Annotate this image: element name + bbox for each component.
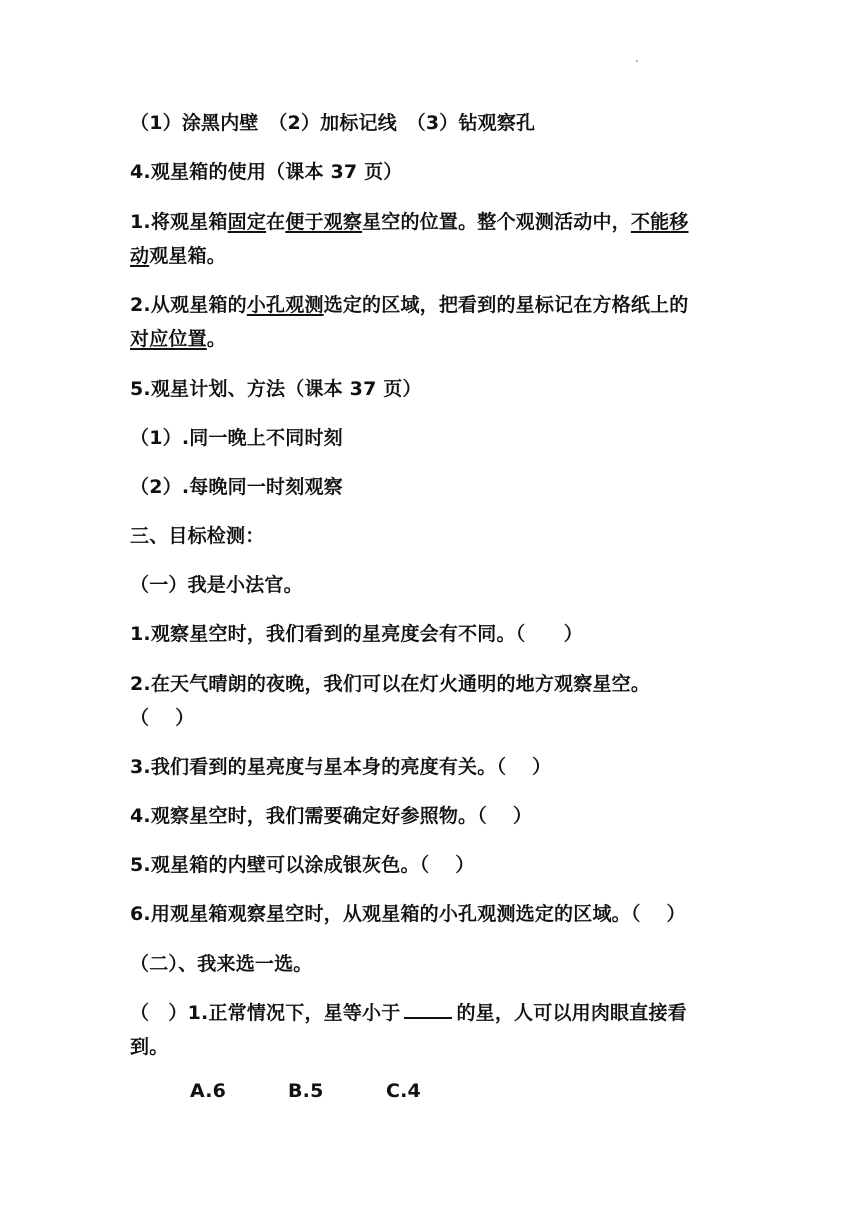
judge-question-4: 4.观察星空时，我们需要确定好参照物。（ ） (130, 805, 533, 827)
plan-1: （1）.同一晚上不同时刻 (130, 427, 343, 449)
speck (636, 60, 638, 62)
option-a: A.6 (190, 1080, 227, 1102)
judge-question-3: 3.我们看到的星亮度与星本身的亮度有关。（ ） (130, 756, 552, 778)
judge-heading: （一）我是小法官。 (130, 574, 303, 596)
option-b: B.5 (288, 1080, 324, 1102)
section-4-heading: 4.观星箱的使用（课本 37 页） (130, 161, 403, 183)
choice-options (190, 1074, 790, 1108)
choice-heading: （二）、我来选一选。 (130, 953, 313, 975)
usage-point-1: 1.将观星箱固定在便于观察星空的位置。整个观测活动中，不能移 (130, 211, 689, 233)
usage-point-2-cont: 对应位置。 (130, 328, 227, 350)
judge-question-6: 6.用观星箱观察星空时，从观星箱的小孔观测选定的区域。（ ） (130, 903, 686, 925)
judge-question-2: 2.在天气晴朗的夜晚，我们可以在灯火通明的地方观察星空。 (130, 673, 651, 695)
choice-question-1: （ ）1.正常情况下，星等小于 的星，人可以用肉眼直接看 (130, 996, 730, 1030)
section-5-heading: 5.观星计划、方法（课本 37 页） (130, 378, 422, 400)
choice-question-1-cont: 到。 (130, 1036, 169, 1058)
judge-question-1: 1.观察星空时，我们看到的星亮度会有不同。（ ） (130, 623, 583, 645)
steps-line: （1）涂黑内壁 （2）加标记线 （3）钻观察孔 (130, 112, 536, 134)
option-c: C.4 (386, 1080, 421, 1102)
judge-question-5: 5.观星箱的内壁可以涂成银灰色。（ ） (130, 854, 475, 876)
usage-point-2: 2.从观星箱的小孔观测选定的区域，把看到的星标记在方格纸上的 (130, 294, 689, 316)
part-3-heading: 三、目标检测： (130, 525, 265, 547)
answer-blank (404, 999, 452, 1019)
usage-point-1-cont: 动观星箱。 (130, 245, 227, 267)
judge-question-2-bracket: （ ） (130, 707, 195, 729)
plan-2: （2）.每晚同一时刻观察 (130, 476, 343, 498)
